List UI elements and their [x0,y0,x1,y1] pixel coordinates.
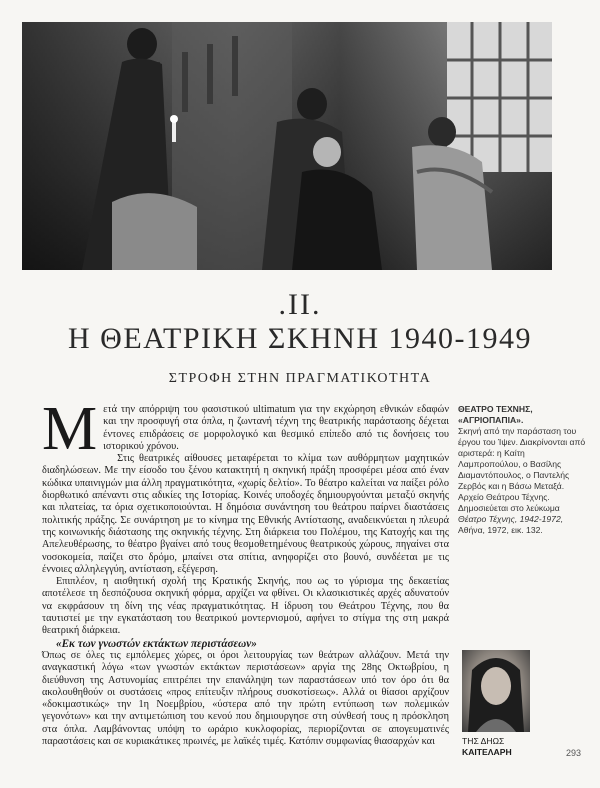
caption-source-rest: Αθήνα, 1972, εικ. 132. [458,525,543,535]
paragraph: Στις θεατρικές αίθουσες μεταφέρεται το κλίμα των αυθόρμητων μαχητικών διαδηλώσεων. Με την είσοδο του ξένου κατακτητή η σκηνική πράξη προσφέρει μέσα από έναν κώδικα υπαινιγμών μια άλλη πραγματικότητα, «χωρίς δελτίο». Το θέατρο καλείται να παίξει ρόλο διορθωτικό απέναντι στις αδικίες της Ιστορίας. Κοινές υποδοχές δημιουργούνται μεταξύ σκηνής και πλατείας, τα όρια σχετικοποιούνται. Η δημόσια συνάντηση του θεάτρου παίρνει διαστάσεις πολιτικής πράξης. Σε συνάρτηση με το κίνημα της Εθνικής Αντίστασης, αναδεικνύεται η πλευρά της κοινωνικής διάστασης της σκηνικής τέχνης. Στη διάρκεια του Πολέμου, της Κατοχής και της Απελευθέρωσης, το θέατρο βγαίνει από τους θεσμοθετημένους θεατρικούς χώρους, πηγαίνει στα νοσοκομεία, παίζει στο δρόμο, μπαίνει στα σπίτια, ανηφορίζει στο βουνό, συνδέεται με τις έννοιες αλληλεγγύη, αντίσταση, εξέγερση. [42,453,449,575]
caption-text: Σκηνή από την παράσταση του έργου του Ίψεν. Διακρίνονται από αριστερά: η Καίτη Λαμπροπούλου, ο Βασίλης Διαμαντόπουλος, ο Παντελής Ζερβός και η Βάσω Μεταξά. Αρχείο Θεάτρου Τέχνης. Δημοσιεύεται στο λεύκωμα [458,426,586,513]
chapter-title: Η ΘΕΑΤΡΙΚΗ ΣΚΗΝΗ 1940-1949 [68,322,532,355]
drop-cap: M [42,395,98,463]
article-body [42,395,449,748]
chapter-subtitle: ΣΤΡΟΦΗ ΣΤΗΝ ΠΡΑΓΜΑΤΙΚΟΤΗΤΑ [168,371,432,386]
author-name: ΚΑΙΤΕΛΑΡΗ [462,747,512,757]
chapter-numeral: .ΙΙ. [278,288,322,321]
intro-paragraph [42,395,449,463]
paragraph: Επιπλέον, η αισθητική σχολή της Κρατικής Σκηνής, που ως το γύρισμα της δεκαετίας αποτέλεσε τη δεσπόζουσα σκηνική φόρμα, αρχίζει να φθίνει. Οι κλασικιστικές αρχές αδυνατούν να εκφράσουν τη δίνη της νέας πραγματικότητας. Η ίδρυση του Θεάτρου Τέχνης, που θα ταυτιστεί με την εγκατάσταση του θεατρικού μοντερνισμού, αφήνει το στίγμα της στη μακρά θεατρική διάρκεια. [42,576,449,637]
section-heading: «Εκ των γνωστών εκτάκτων περιστάσεων» [56,637,257,650]
author-portrait-figure [462,650,530,732]
author-byline [462,736,572,758]
caption-heading: ΘΕΑΤΡΟ ΤΕΧΝΗΣ, «ΑΓΡΙΟΠΑΠΙΑ». [458,404,533,425]
caption-source-title: Θέατρο Τέχνης, 1942-1972, [458,514,564,524]
stage-photo-scene [22,22,552,270]
page-number: 293 [566,748,582,758]
stage-photo [22,22,552,270]
photo-caption [458,404,586,536]
byline-prefix: ΤΗΣ ΔΗΩΣ [462,736,505,746]
paragraph-text: ετά την απόρριψη του φασιστικού ultimatum για την εκχώρηση εθνικών εδαφών και την προσφυγή στα όπλα, η ζωντανή τέχνη της θεατρικής παράστασης δέχεται έντονες επιδράσεις σε μορφολογικό και θεσμικό επίπεδο από τις δονήσεις του ιστορικού χρόνου. [103,404,449,452]
paragraph: Όπως σε όλες τις εμπόλεμες χώρες, οι όροι λειτουργίας των θεάτρων αλλάζουν. Μετά την αναγκαστική λόγω «των γνωστών εκτάκτων περιστάσεων» αργία της 28ης Οκτωβρίου, η διεύθυνση της Αστυνομίας επιτρέπει την επανάληψη των παραστάσεων υπό τον όρο ότι θα ακολουθηθούν οι συστάσεις «προς επίτευξιν πλήρους συσκοτίσεως». Αλλά οι θίασοι αρχίζουν «δοκιμαστικώς» την 1η Νοεμβρίου, «ύστερα από την πρώτη εντύπωση των πολεμικών γεγονότων» και την αντιμετώπιση του κενού που δημιουργησε στη σύνθεσή τους η πρόσκληση στα όπλα. Λαμβάνοντας υπόψη το ωράριο κυκλοφορίας, περιορίζονται σε απογευματινές παραστάσεις και σε κυριακάτικες πρωινές, με λαϊκές τιμές. Κατόπιν συμφωνίας θιασαρχών και [42,649,449,748]
author-portrait [462,650,530,732]
